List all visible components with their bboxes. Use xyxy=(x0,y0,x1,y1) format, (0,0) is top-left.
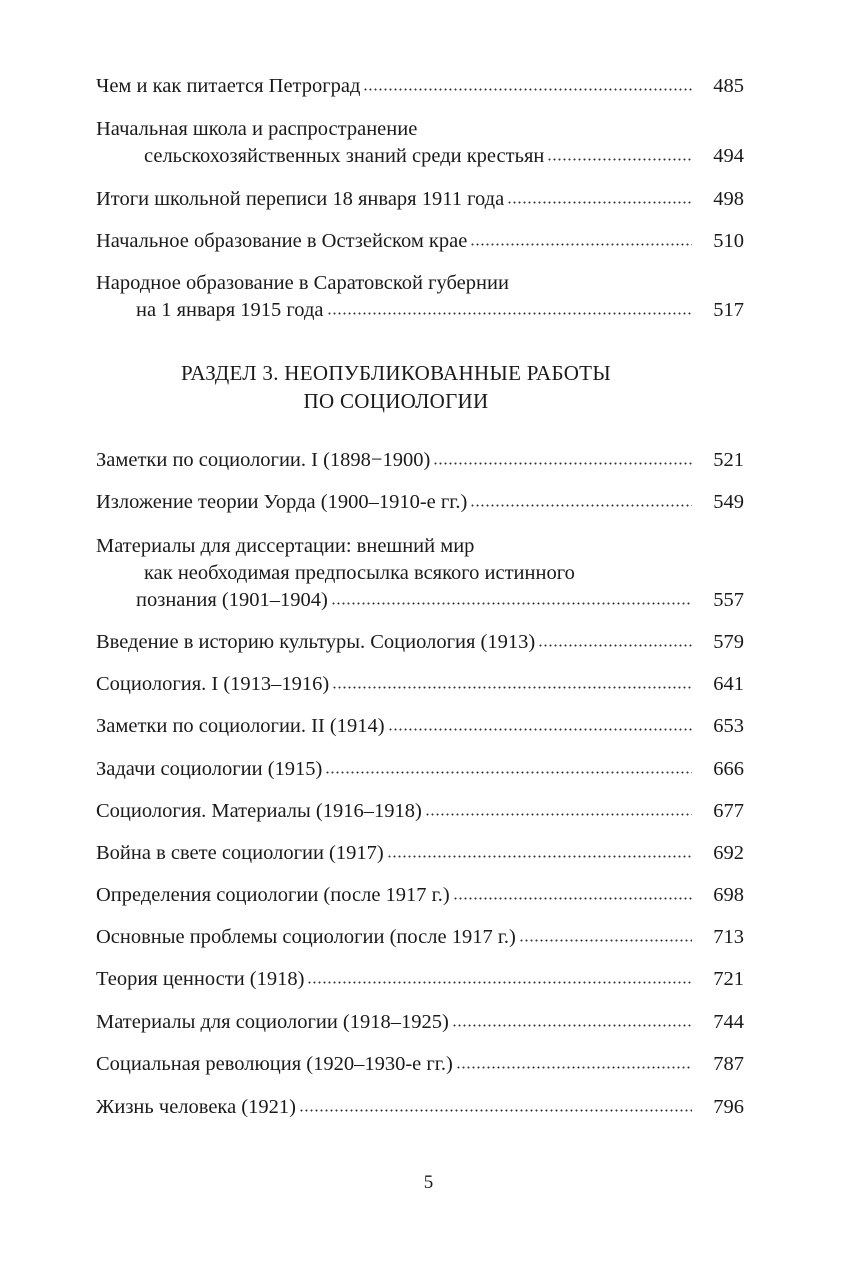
dot-leader xyxy=(327,311,693,316)
toc-entry-page: 641 xyxy=(713,673,744,695)
toc-entry xyxy=(96,924,744,951)
toc-entry-title-cont: как необходимая предпосылка всякого истинного xyxy=(144,562,575,584)
dot-leader xyxy=(332,685,692,690)
toc-entry-page: 698 xyxy=(713,884,744,906)
dot-leader xyxy=(452,1023,692,1028)
toc-entry-title: Теория ценности (1918) xyxy=(96,968,305,990)
toc-entry xyxy=(96,1094,744,1121)
toc-entry xyxy=(96,798,744,825)
dot-leader xyxy=(425,812,692,817)
section-heading-line-2: ПО СОЦИОЛОГИИ xyxy=(303,389,489,413)
toc-entry-page: 579 xyxy=(713,631,744,653)
toc-entry-page: 677 xyxy=(713,800,744,822)
toc-entry-page: 721 xyxy=(713,968,744,990)
toc-entry xyxy=(96,1009,744,1036)
dot-leader xyxy=(470,242,692,247)
dot-leader xyxy=(519,938,692,943)
toc-entry-title: Заметки по социологии. I (1898−1900) xyxy=(96,449,431,471)
page-number: 5 xyxy=(423,1172,434,1193)
toc-entry-page: 549 xyxy=(713,491,744,513)
toc-entry-page: 521 xyxy=(713,449,744,471)
toc-entry xyxy=(96,629,744,656)
dot-leader xyxy=(325,770,692,775)
toc-entry xyxy=(96,186,744,213)
toc-entry-title: Материалы для диссертации: внешний мир xyxy=(96,535,475,557)
toc-entry-page: 485 xyxy=(713,75,744,97)
toc-entry-page: 498 xyxy=(713,188,744,210)
toc-entry-page: 557 xyxy=(713,589,744,611)
toc-entry-title-cont: на 1 января 1915 года xyxy=(136,299,324,321)
toc-entry-page: 796 xyxy=(713,1096,744,1118)
toc-entry-title: Жизнь человека (1921) xyxy=(96,1096,296,1118)
toc-entry-page: 744 xyxy=(713,1011,744,1033)
toc-entry-page: 517 xyxy=(713,299,744,321)
dot-leader xyxy=(363,87,692,92)
dot-leader xyxy=(331,601,692,606)
toc-entry-title: Народное образование в Саратовской губернии xyxy=(96,272,509,294)
toc-entry-title: Определения социологии (после 1917 г.) xyxy=(96,884,450,906)
toc-entry-title: Материалы для социологии (1918–1925) xyxy=(96,1011,449,1033)
toc-entry-title: Задачи социологии (1915) xyxy=(96,758,323,780)
toc-entry-title: Война в свете социологии (1917) xyxy=(96,842,384,864)
toc-entry-title-cont: сельскохозяйственных знаний среди крестьян xyxy=(144,145,545,167)
toc-entry-title-cont: познания (1901–1904) xyxy=(136,589,328,611)
toc-entry xyxy=(96,116,744,170)
dot-leader xyxy=(470,503,692,508)
dot-leader xyxy=(433,461,692,466)
dot-leader xyxy=(299,1108,692,1113)
toc-entry xyxy=(96,840,744,867)
toc-entry-title: Заметки по социологии. II (1914) xyxy=(96,715,385,737)
toc-entry-page: 787 xyxy=(713,1053,744,1075)
toc-entry-title: Итоги школьной переписи 18 января 1911 года xyxy=(96,188,505,210)
toc-entry-title: Введение в историю культуры. Социология (1913) xyxy=(96,631,536,653)
toc-entry xyxy=(96,1051,744,1078)
toc-entry-page: 692 xyxy=(713,842,744,864)
dot-leader xyxy=(453,896,692,901)
dot-leader xyxy=(307,980,692,985)
toc-entry-page: 494 xyxy=(713,145,744,167)
toc-entry-title: Социология. I (1913–1916) xyxy=(96,673,330,695)
toc-entry xyxy=(96,882,744,909)
section-heading xyxy=(96,359,696,415)
dot-leader xyxy=(456,1065,692,1070)
toc-entry-title: Чем и как питается Петроград xyxy=(96,75,361,97)
toc-entry-title: Социальная революция (1920–1930-е гг.) xyxy=(96,1053,453,1075)
toc-entry xyxy=(96,533,744,614)
toc-entry xyxy=(96,966,744,993)
toc-entry xyxy=(96,228,744,255)
section-heading-line-1: РАЗДЕЛ 3. НЕОПУБЛИКОВАННЫЕ РАБОТЫ xyxy=(181,361,611,385)
toc-entry-page: 666 xyxy=(713,758,744,780)
toc-entry xyxy=(96,489,744,516)
toc-entry-title: Основные проблемы социологии (после 1917 г.) xyxy=(96,926,516,948)
toc-entry-page: 653 xyxy=(713,715,744,737)
toc-entry-title: Изложение теории Уорда (1900–1910-е гг.) xyxy=(96,491,468,513)
toc-entry-title: Начальная школа и распространение xyxy=(96,118,418,140)
toc-entry xyxy=(96,270,744,324)
toc-entry-page: 713 xyxy=(713,926,744,948)
toc-entry-title: Начальное образование в Остзейском крае xyxy=(96,230,468,252)
toc-entry xyxy=(96,447,744,474)
toc-entry-page: 510 xyxy=(713,230,744,252)
dot-leader xyxy=(538,643,692,648)
toc-entry xyxy=(96,671,744,698)
toc-entry xyxy=(96,713,744,740)
dot-leader xyxy=(388,727,692,732)
toc-entry xyxy=(96,73,744,100)
dot-leader xyxy=(547,157,692,162)
toc-entry xyxy=(96,756,744,783)
dot-leader xyxy=(387,854,692,859)
toc-entry-title: Социология. Материалы (1916–1918) xyxy=(96,800,422,822)
dot-leader xyxy=(507,200,692,205)
